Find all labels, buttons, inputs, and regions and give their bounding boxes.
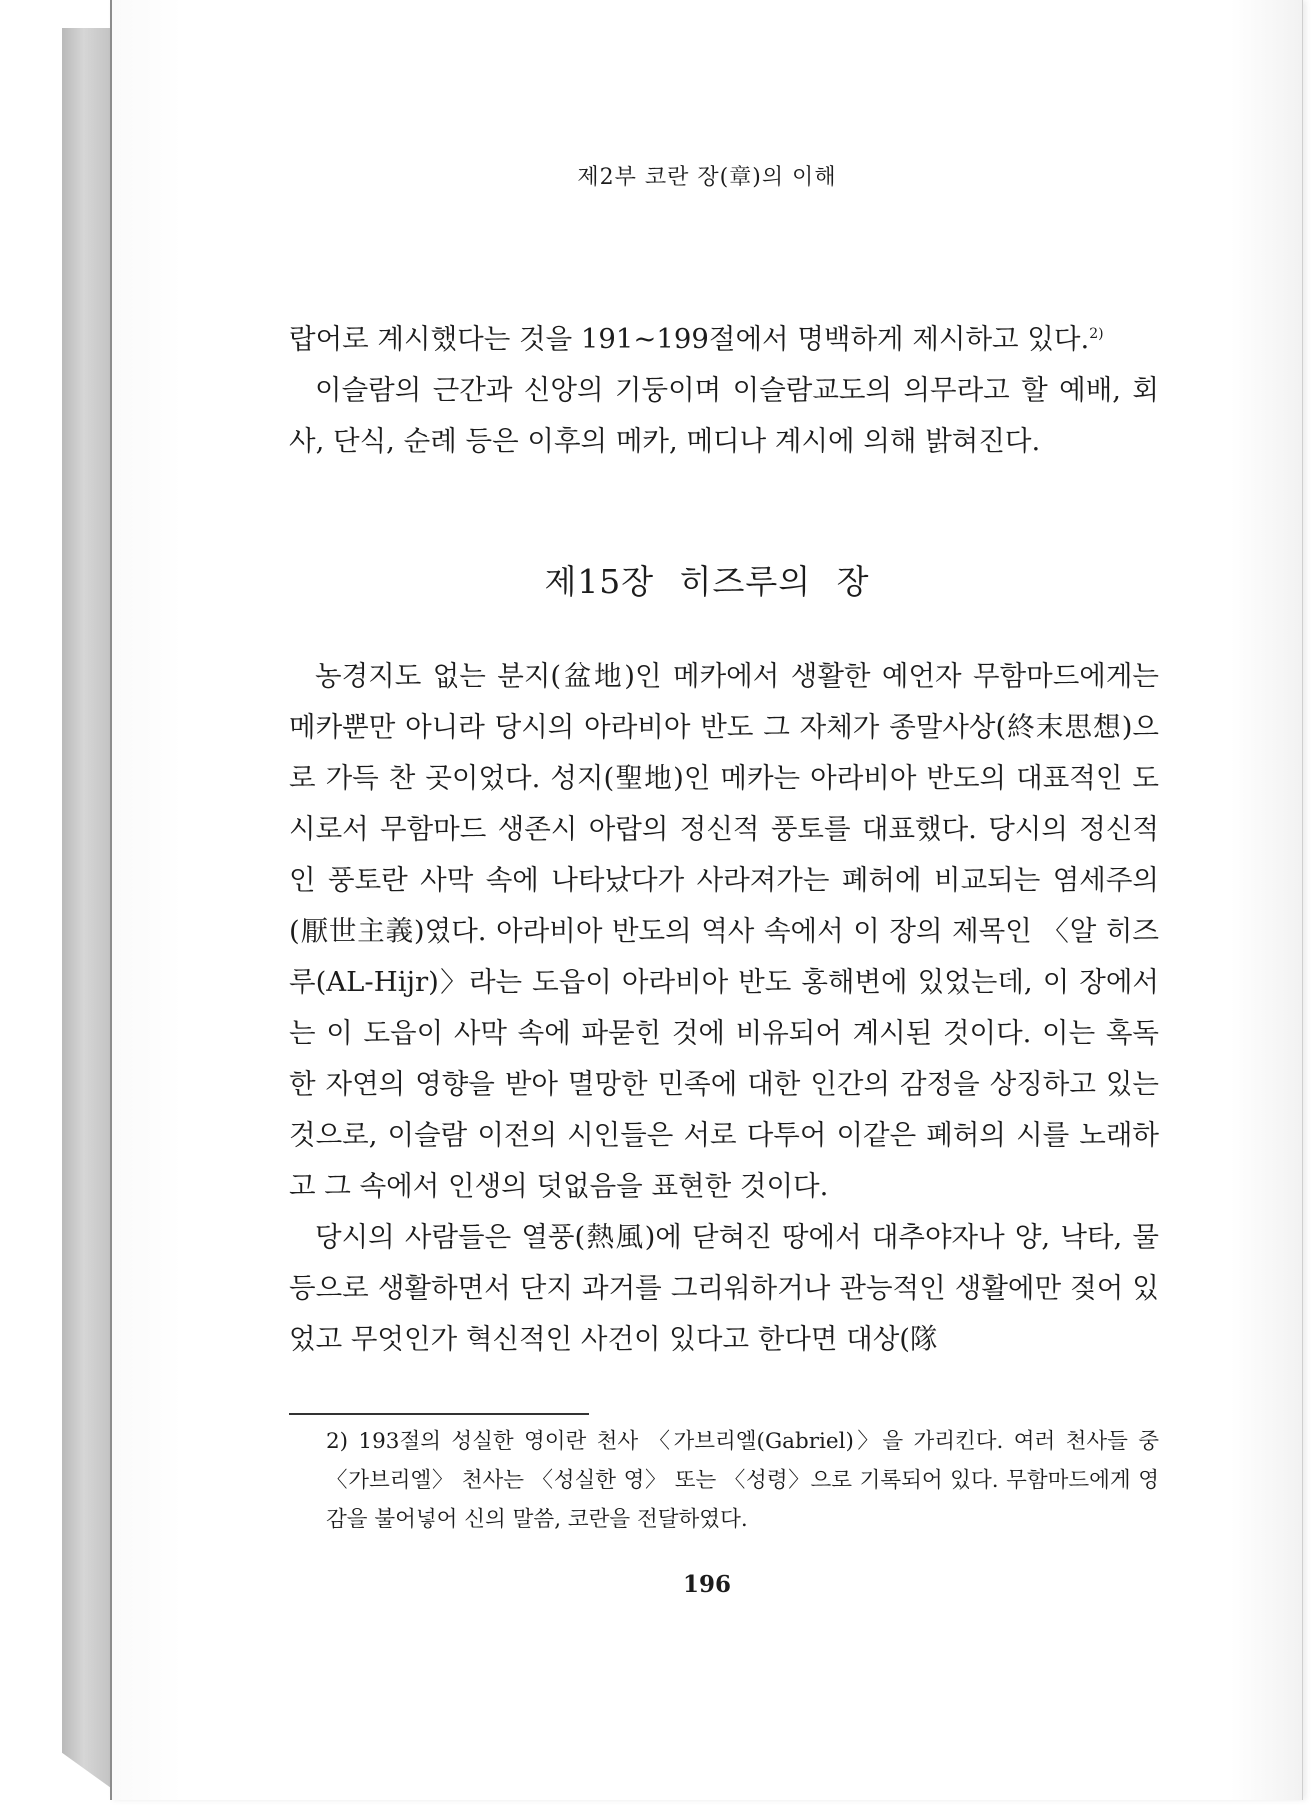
body-paragraph-2: 당시의 사람들은 열풍(熱風)에 닫혀진 땅에서 대추야자나 양, 낙타, 물 등으로 생활하면서 단지 과거를 그리워하거나 관능적인 생활에만 젖어 있었고 무엇인가 혁신적인 사건이 있다고 한다면 대상(隊 — [289, 1221, 1159, 1355]
book-page — [110, 0, 1303, 1800]
body-paragraph-1: 농경지도 없는 분지(盆地)인 메카에서 생활한 예언자 무함마드에게는 메카뿐만 아니라 당시의 아라비아 반도 그 자체가 종말사상(終末思想)으로 가득 찬 곳이었다. 성지(聖地)인 메카는 아라비아 반도의 대표적인 도시로서 무함마드 생존시 아랍의 정신적 풍토를 대표했다. 당시의 정신적인 풍토란 사막 속에 나타났다가 사라져가는 폐허에 비교되는 염세주의(厭世主義)였다. 아라비아 반도의 역사 속에서 이 장의 제목인 〈알 히즈루(AL-Hijr)〉라는 도읍이 아라비아 반도 홍해변에 있었는데, 이 장에서는 이 도읍이 사막 속에 파묻힌 것에 비유되어 계시된 것이다. 이는 혹독한 자연의 영향을 받아 멸망한 민족에 대한 인간의 감정을 상징하고 있는 것으로, 이슬람 이전의 시인들은 서로 다투어 이같은 폐허의 시를 노래하고 그 속에서 인생의 덧없음을 표현한 것이다. — [289, 660, 1159, 1202]
footnote: 2) 193절의 성실한 영이란 천사 〈가브리엘(Gabriel)〉을 가리킨다. 여러 천사들 중 〈가브리엘〉 천사는 〈성실한 영〉 또는 〈성령〉으로 기록되어 있다. 무함마드에게 영감을 불어넣어 신의 말씀, 코란을 전달하였다. — [326, 1429, 1159, 1532]
paragraph-worship: 이슬람의 근간과 신앙의 기둥이며 이슬람교도의 의무라고 할 예배, 회사, 단식, 순례 등은 이후의 메카, 메디나 계시에 의해 밝혀진다. — [289, 374, 1159, 458]
book — [62, 0, 1311, 1806]
body-text-block — [289, 651, 1159, 1365]
running-header: 제2부 코란 장(章)의 이해 — [577, 165, 837, 190]
continued-line — [289, 309, 1159, 365]
book-spine — [62, 28, 111, 1788]
page-number: 196 — [682, 1571, 731, 1598]
continued-line-text: 랍어로 계시했다는 것을 191~199절에서 명백하게 제시하고 있다. — [289, 323, 1090, 356]
top-text-block — [289, 309, 1159, 467]
chapter-title: 제15장 히즈루의 장 — [544, 562, 870, 601]
footnote-marker: 2) — [1089, 326, 1104, 342]
footnote-rule — [289, 1413, 589, 1415]
